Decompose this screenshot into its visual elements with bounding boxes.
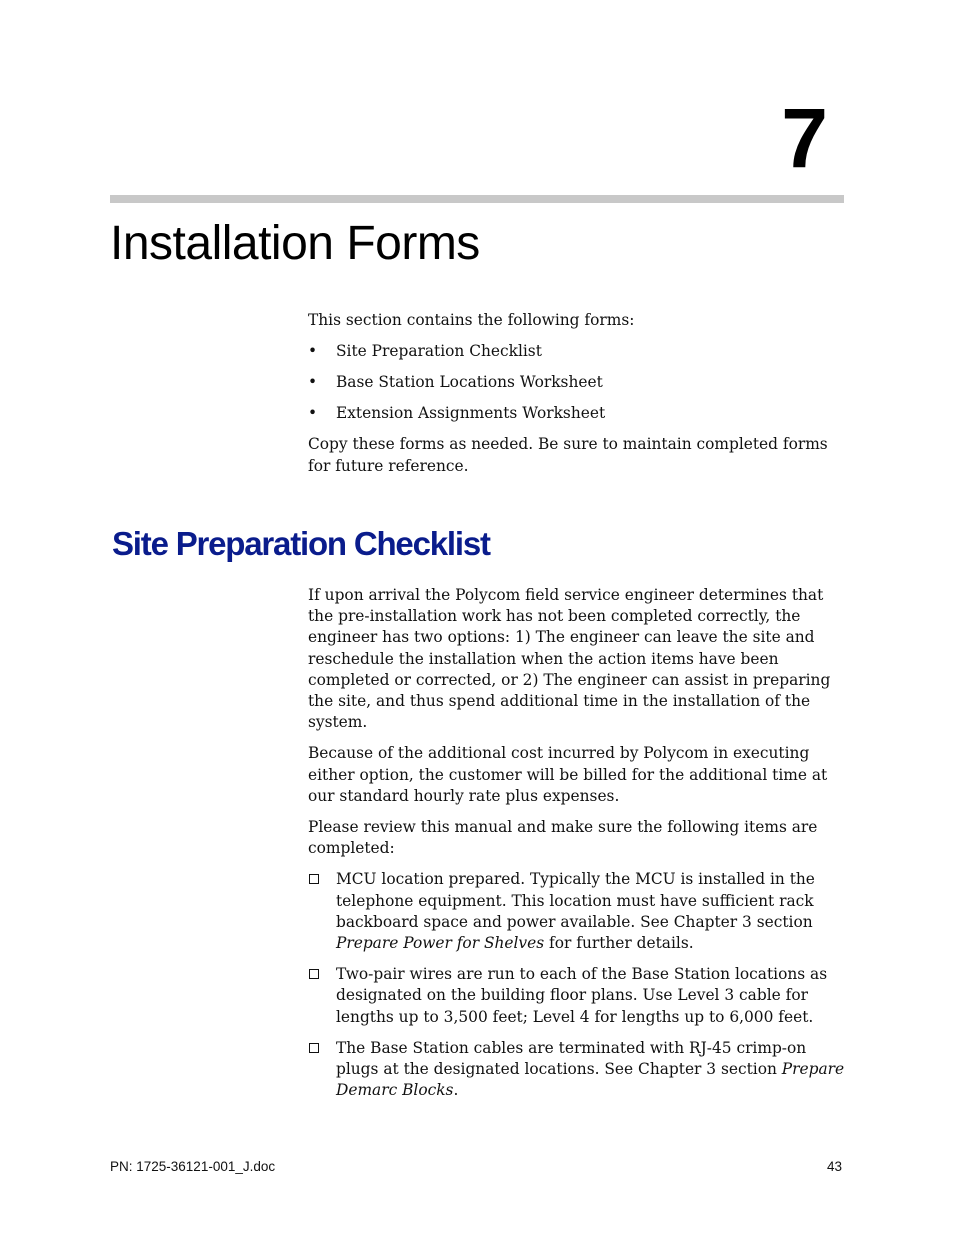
checklist-text: MCU location prepared. Typically the MCU is installed in the telephone equipment. This location must have sufficient rack backboard space and power available. See Chapter 3 section: [336, 870, 815, 931]
list-item: [308, 341, 848, 362]
intro-lead: This section contains the following forms:: [308, 311, 635, 329]
intro-block: [308, 310, 848, 487]
footer-page-number: 43: [826, 1159, 842, 1174]
checklist-emphasis: Prepare Demarc Blocks: [336, 1060, 845, 1100]
checklist-text: Two-pair wires are run to each of the Base Station locations as designated on the building floor plans. Use Level 3 cable for lengths up to 3,500 feet; Level 4 for lengths up to 6,000 feet.: [336, 965, 828, 1026]
checklist-text: The Base Station cables are terminated with RJ-45 crimp-on plugs at the designated locations. See Chapter 3 section: [336, 1038, 807, 1079]
list-item-text: Site Preparation Checklist: [336, 342, 542, 361]
checklist: [308, 869, 848, 1101]
list-item: [308, 372, 848, 393]
section-body: [308, 585, 848, 1111]
checkbox-icon: [309, 874, 319, 884]
checkbox-icon: [309, 1043, 319, 1053]
bullet-icon: •: [308, 404, 318, 423]
list-item-text: Base Station Locations Worksheet: [336, 373, 603, 392]
bullet-icon: •: [308, 373, 318, 392]
checklist-item: [308, 1038, 848, 1102]
chapter-title: Installation Forms: [110, 217, 480, 270]
footer-document-id: PN: 1725-36121-001_J.doc: [110, 1159, 276, 1174]
checkbox-icon: [309, 969, 319, 979]
section-heading: Site Preparation Checklist: [112, 525, 490, 562]
checklist-item: [308, 964, 848, 1028]
forms-list: [308, 341, 848, 424]
chapter-rule: [110, 195, 844, 203]
intro-closing: Copy these forms as needed. Be sure to maintain completed forms for future reference.: [308, 435, 828, 475]
bullet-icon: •: [308, 342, 318, 361]
checklist-emphasis: Prepare Power for Shelves: [336, 934, 545, 953]
chapter-number: 7: [781, 91, 828, 185]
section-paragraph: Please review this manual and make sure the following items are completed:: [308, 818, 818, 858]
section-paragraph: Because of the additional cost incurred by Polycom in executing either option, the customer will be billed for the additional time at our standard hourly rate plus expenses.: [308, 744, 828, 805]
checklist-item: [308, 869, 848, 954]
list-item: [308, 403, 848, 424]
section-paragraph: If upon arrival the Polycom field service engineer determines that the pre-installation work has not been completed correctly, the engineer has two options: 1) The engineer can leave the site and reschedule the installation when the action items have been completed or corrected, or 2) The engineer can assist in preparing the site, and thus spend additional time in the installation of the system.: [308, 586, 831, 732]
checklist-text-end: .: [453, 1081, 459, 1100]
checklist-text-end: for further details.: [544, 934, 694, 953]
list-item-text: Extension Assignments Worksheet: [336, 404, 606, 423]
